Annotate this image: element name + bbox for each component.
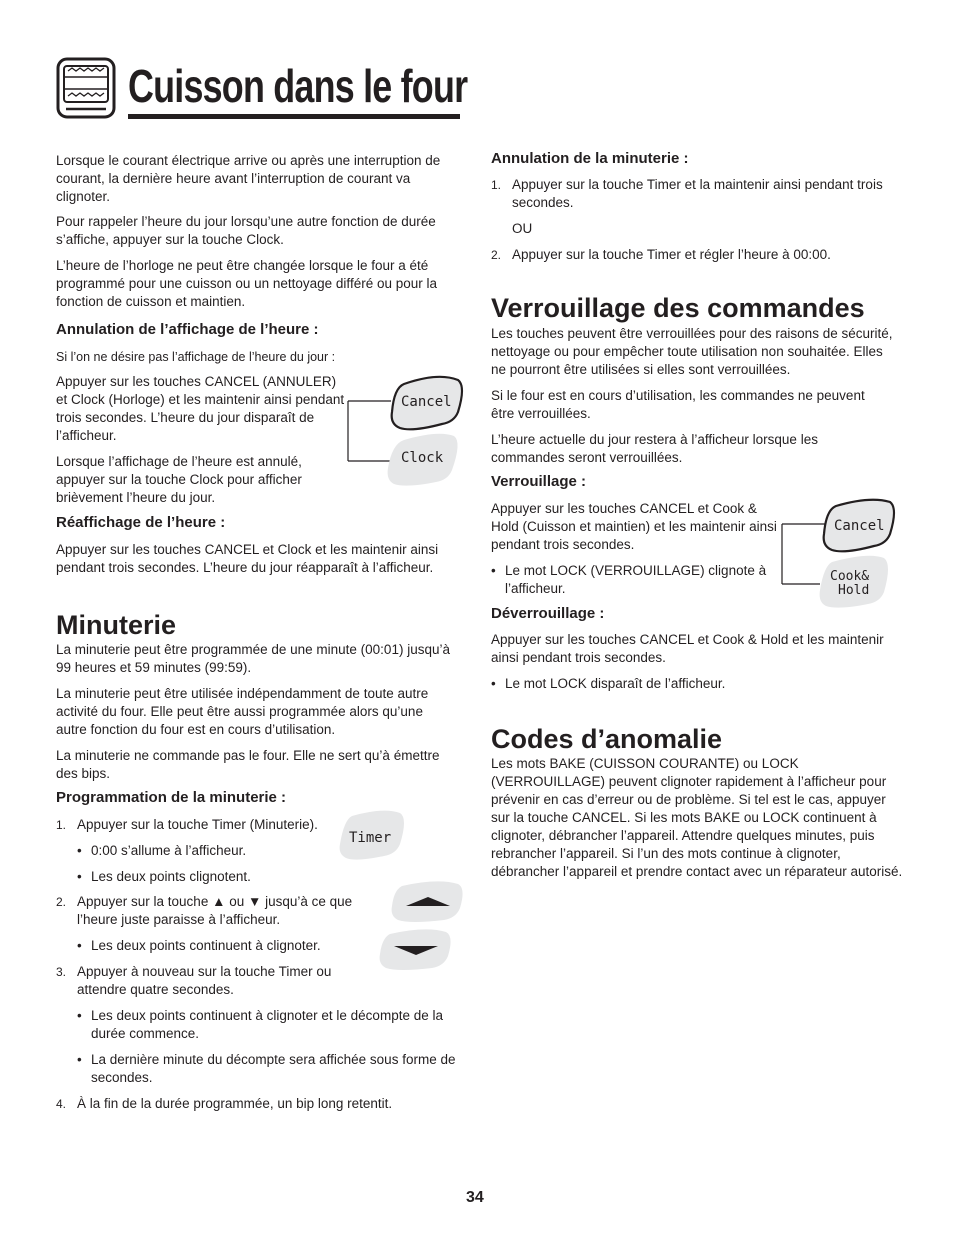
cancel-button-label: Cancel	[834, 518, 885, 534]
bullet: •	[491, 676, 496, 691]
bullet: •	[77, 938, 82, 953]
arrow-up-icon	[388, 880, 466, 922]
verr-paragraph-1: Les touches peuvent être verrouillées pour des raisons de sécurité, nettoyage ou pour empêcher toute utilisation non souhaitée. Elles ne pourront être utilisées si elles sont verrouillées.	[491, 326, 893, 377]
codes-paragraph: Les mots BAKE (CUISSON COURANTE) ou LOCK (VERROUILLAGE) peuvent clignoter rapidement à l’afficheur pour prévenir en cas d’erreur ou de problème. Si tel est le cas, appuyer sur la touche CANCEL. Si les mots BAKE ou LOCK continuent à clignoter, débrancher l’appareil. Attendre quelques minutes, puis rebrancher l’appareil. Si l’un des mots continue à clignoter, débrancher l’appareil et prendre contact avec un réparateur autorisé.	[491, 756, 903, 879]
bullet: •	[77, 1052, 82, 1067]
cancel-button-label: Cancel	[401, 394, 452, 410]
reaff-heading: Réaffichage de l’heure :	[56, 514, 226, 531]
annul-paragraph-1: Appuyer sur les touches CANCEL (ANNULER) et Clock (Horloge) et les maintenir ainsi pendant trois secondes. L’heure du jour disparaît de l’afficheur.	[56, 374, 345, 443]
unlock-bullet: Le mot LOCK disparaît de l’afficheur.	[505, 676, 726, 691]
cook-button-label: Cook&	[830, 569, 870, 584]
step-3: Appuyer à nouveau sur la touche Timer ou attendre quatre secondes.	[77, 964, 332, 997]
cancel-clock-diagram	[346, 374, 466, 490]
lock-paragraph: Appuyer sur les touches CANCEL et Cook & Hold (Cuisson et maintien) et les maintenir ainsi pendant trois secondes.	[491, 501, 777, 552]
step-1-bullet-1: 0:00 s’allume à l’afficheur.	[91, 843, 247, 858]
step-1-bullet-2: Les deux points clignotent.	[91, 869, 251, 884]
clock-button-label: Clock	[401, 450, 444, 466]
step-number: 1.	[491, 178, 502, 192]
hold-button-label: Hold	[838, 583, 870, 598]
reaff-paragraph: Appuyer sur les touches CANCEL et Clock et les maintenir ainsi pendant trois secondes. L’heure du jour réapparaît à l’afficheur.	[56, 542, 439, 575]
title-rule	[128, 114, 460, 119]
lock-heading: Verrouillage :	[491, 473, 587, 490]
bullet: •	[491, 563, 496, 578]
step-2: Appuyer sur la touche ▲ ou ▼ jusqu’à ce que l’heure juste paraisse à l’afficheur.	[77, 894, 353, 927]
page-number: 34	[466, 1189, 484, 1206]
step-4: À la fin de la durée programmée, un bip long retentit.	[77, 1096, 393, 1111]
step-2-bullet-1: Les deux points continuent à clignoter.	[91, 938, 321, 953]
page-title: Cuisson dans le four	[128, 60, 468, 112]
arrow-down-icon	[376, 928, 454, 970]
timer-button-label: Timer	[349, 830, 392, 846]
intro-paragraph-3: L’heure de l’horloge ne peut être changée lorsque le four a été programmé pour une cuisson ou un nettoyage différé ou pour la fonction de cuisson et maintien.	[56, 258, 437, 309]
annul-min-heading: Annulation de la minuterie :	[491, 150, 689, 167]
unlock-paragraph: Appuyer sur les touches CANCEL et Cook & Hold et les maintenir ainsi pendant trois secondes.	[491, 632, 884, 665]
bullet: •	[77, 869, 82, 884]
cancel-cookhold-diagram	[780, 498, 898, 610]
verr-paragraph-3: L’heure actuelle du jour restera à l’afficheur lorsque les commandes seront verrouillées.	[491, 432, 818, 465]
minuterie-heading: Minuterie	[56, 610, 177, 640]
annul-paragraph-2: Lorsque l’affichage de l’heure est annulé, appuyer sur la touche Clock pour afficher brièvement l’heure du jour.	[56, 454, 302, 505]
annul-subtext: Si l’on ne désire pas l’affichage de l’heure du jour :	[56, 350, 336, 364]
annul-min-step-1: Appuyer sur la touche Timer et la maintenir ainsi pendant trois secondes.	[512, 177, 883, 210]
minuterie-paragraph-1: La minuterie peut être programmée de une minute (00:01) jusqu’à 99 heures et 59 minutes (99:59).	[56, 642, 450, 675]
codes-heading: Codes d’anomalie	[491, 724, 723, 754]
annul-min-step-2: Appuyer sur la touche Timer et régler l’heure à 00:00.	[512, 247, 831, 262]
ou-text: OU	[512, 221, 533, 236]
timer-button-diagram	[338, 808, 410, 862]
step-number: 4.	[56, 1097, 67, 1111]
prog-heading: Programmation de la minuterie :	[56, 789, 287, 806]
bullet: •	[77, 843, 82, 858]
step-number: 2.	[56, 895, 67, 909]
oven-icon	[56, 57, 116, 121]
verr-paragraph-2: Si le four est en cours d’utilisation, les commandes ne peuvent être verrouillées.	[491, 388, 865, 421]
step-3-bullet-2: La dernière minute du décompte sera affichée sous forme de secondes.	[91, 1052, 456, 1085]
step-1: Appuyer sur la touche Timer (Minuterie).	[77, 817, 318, 832]
step-3-bullet-1: Les deux points continuent à clignoter et le décompte de la durée commence.	[91, 1008, 443, 1041]
verrouillage-heading: Verrouillage des commandes	[491, 293, 865, 323]
step-number: 3.	[56, 965, 67, 979]
minuterie-paragraph-3: La minuterie ne commande pas le four. Elle ne sert qu’à émettre des bips.	[56, 748, 440, 781]
step-number: 2.	[491, 248, 502, 262]
unlock-heading: Déverrouillage :	[491, 605, 605, 622]
intro-paragraph-2: Pour rappeler l’heure du jour lorsqu’une autre fonction de durée s’affiche, appuyer sur la touche Clock.	[56, 214, 436, 247]
annul-heading: Annulation de l’affichage de l’heure :	[56, 321, 319, 338]
intro-paragraph-1: Lorsque le courant électrique arrive ou après une interruption de courant, la dernière heure avant l’interruption de courant va clignoter.	[56, 153, 441, 204]
step-number: 1.	[56, 818, 67, 832]
minuterie-paragraph-2: La minuterie peut être utilisée indépendamment de toute autre activité du four. Elle peut être aussi programmée alors qu’une autre fonction du four est en cours d’utilisation.	[56, 686, 429, 737]
bullet: •	[77, 1008, 82, 1023]
lock-bullet: Le mot LOCK (VERROUILLAGE) clignote à l’afficheur.	[505, 563, 767, 596]
